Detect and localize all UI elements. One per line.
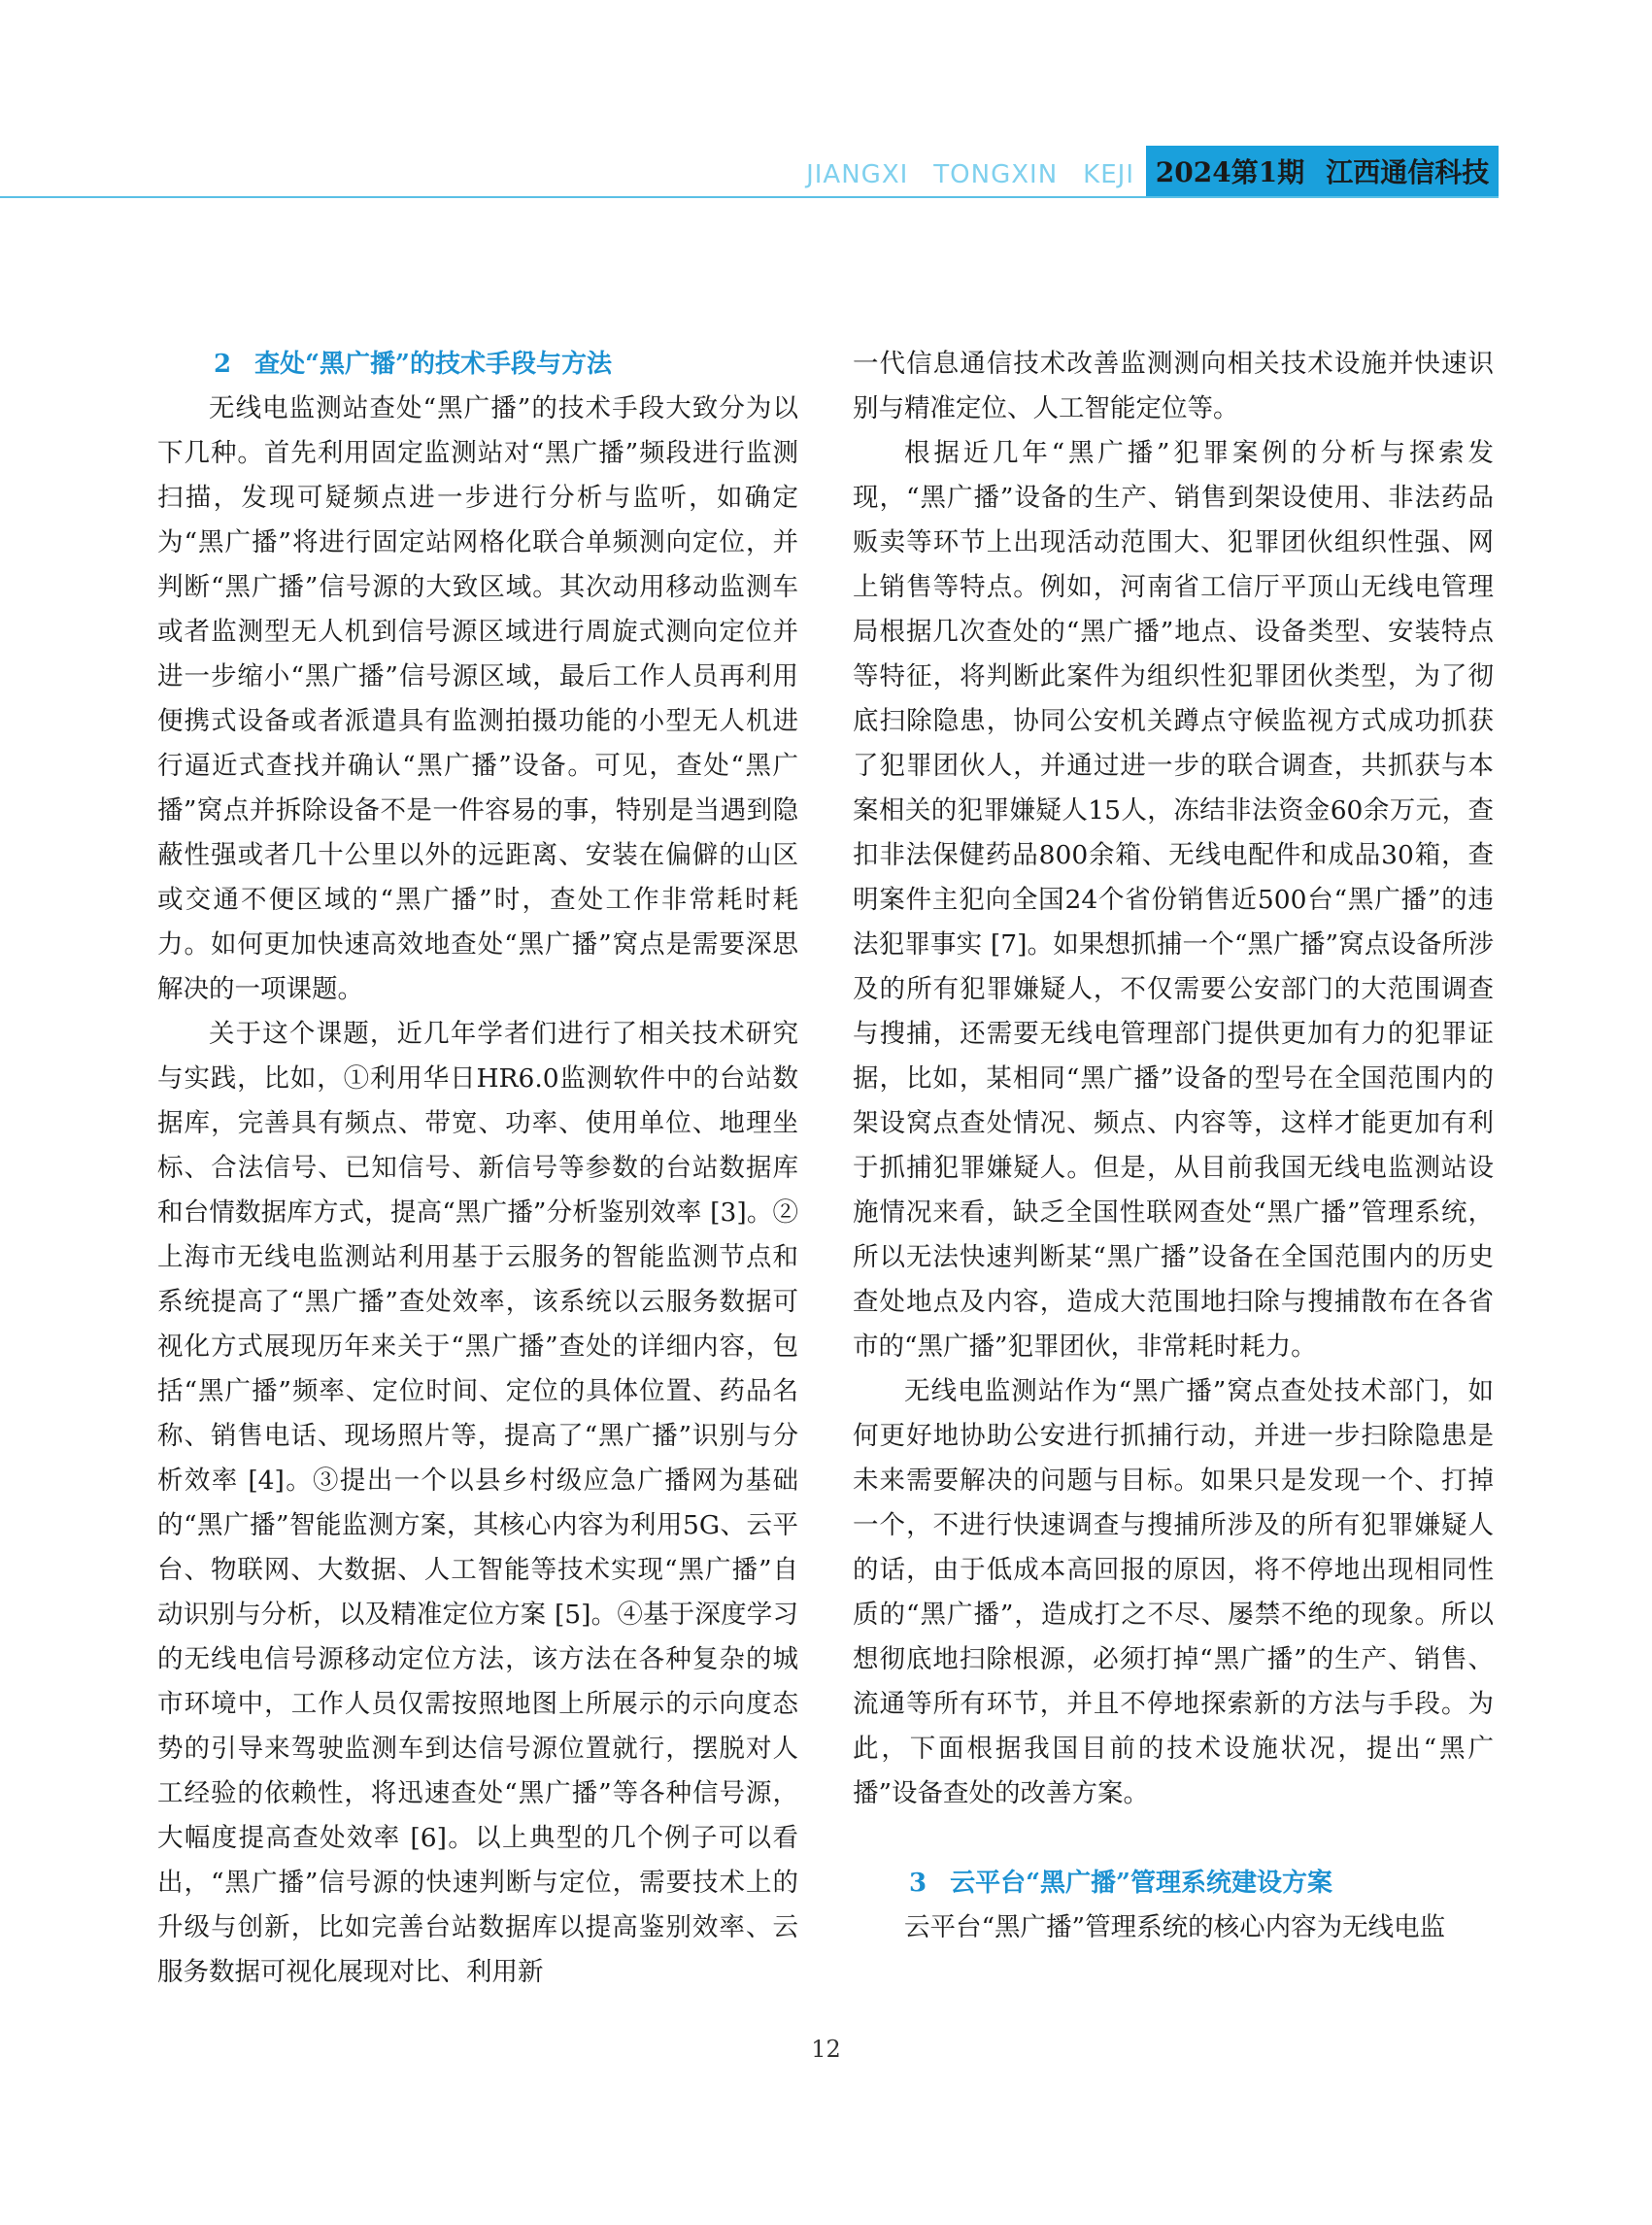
journal-header-box — [1146, 146, 1499, 196]
header-rule — [0, 196, 1499, 198]
section-title: 查处“黑广播”的技术手段与方法 — [254, 350, 613, 379]
section-number: 3 — [909, 1869, 927, 1898]
right-column — [853, 342, 1494, 1950]
paragraph-continued: 一代信息通信技术改善监测测向相关技术设施并快速识别与精准定位、人工智能定位等。 — [853, 349, 1494, 423]
journal-latin-name — [806, 155, 1134, 194]
paragraph: 关于这个课题，近几年学者们进行了相关技术研究与实践，比如，①利用华日HR6.0监测软件中的台站数据库，完善具有频点、带宽、功率、使用单位、地理坐标、合法信号、已知信号、新信号等参数的台站数据库和台情数据库方式，提高“黑广播”分析鉴别效率 [3]。②上海市无线电监测站利用基于云服务的智能监测节点和系统提高了“黑广播”查处效率，该系统以云服务数据可视化方式展现历年来关于“黑广播”查处的详细内容，包括“黑广播”频率、定位时间、定位的具体位置、药品名称、销售电话、现场照片等，提高了“黑广播”识别与分析效率 [4]。③提出一个以县乡村级应急广播网为基础的“黑广播”智能监测方案，其核心内容为利用5G、云平台、物联网、大数据、人工智能等技术实现“黑广播”自动识别与分析，以及精准定位方案 [5]。④基于深度学习的无线电信号源移动定位方法，该方法在各种复杂的城市环境中，工作人员仅需按照地图上所展示的示向度态势的引导来驾驶监测车到达信号源位置就行，摆脱对人工经验的依赖性，将迅速查处“黑广播”等各种信号源，大幅度提高查处效率 [6]。以上典型的几个例子可以看出，“黑广播”信号源的快速判断与定位，需要技术上的升级与创新，比如完善台站数据库以提高鉴别效率、云服务数据可视化展现对比、利用新 — [157, 1019, 798, 1987]
section-number: 2 — [214, 350, 232, 379]
section-heading-3 — [853, 1861, 1494, 1905]
journal-title: 江西通信科技 — [1326, 156, 1490, 188]
paragraph: 无线电监测站作为“黑广播”窝点查处技术部门，如何更好地协助公安进行抓捕行动，并进一步扫除隐患是未来需要解决的问题与目标。如果只是发现一个、打掉一个，不进行快速调查与搜捕所涉及的所有犯罪嫌疑人的话，由于低成本高回报的原因，将不停地出现相同性质的“黑广播”，造成打之不尽、屡禁不绝的现象。所以想彻底地扫除根源，必须打掉“黑广播”的生产、销售、流通等所有环节，并且不停地探索新的方法与手段。为此，下面根据我国目前的技术设施状况，提出“黑广播”设备查处的改善方案。 — [853, 1376, 1494, 1808]
issue-label: 2024第1期 — [1155, 156, 1305, 188]
page-number: 12 — [811, 2036, 841, 2063]
header-latin-word: KEJI — [1083, 160, 1134, 189]
section-title: 云平台“黑广播”管理系统建设方案 — [950, 1869, 1333, 1898]
paragraph: 无线电监测站查处“黑广播”的技术手段大致分为以下几种。首先利用固定监测站对“黑广播”频段进行监测扫描，发现可疑频点进一步进行分析与监听，如确定为“黑广播”将进行固定站网格化联合单频测向定位，并判断“黑广播”信号源的大致区域。其次动用移动监测车或者监测型无人机到信号源区域进行周旋式测向定位并进一步缩小“黑广播”信号源区域，最后工作人员再利用便携式设备或者派遣具有监测拍摄功能的小型无人机进行逼近式查找并确认“黑广播”设备。可见，查处“黑广播”窝点并拆除设备不是一件容易的事，特别是当遇到隐蔽性强或者几十公里以外的远距离、安装在偏僻的山区或交通不便区域的“黑广播”时，查处工作非常耗时耗力。如何更加快速高效地查处“黑广播”窝点是需要深思解决的一项课题。 — [157, 393, 798, 1004]
paragraph: 根据近几年“黑广播”犯罪案例的分析与探索发现，“黑广播”设备的生产、销售到架设使用、非法药品贩卖等环节上出现活动范围大、犯罪团伙组织性强、网上销售等特点。例如，河南省工信厅平顶山无线电管理局根据几次查处的“黑广播”地点、设备类型、安装特点等特征，将判断此案件为组织性犯罪团伙类型，为了彻底扫除隐患，协同公安机关蹲点守候监视方式成功抓获了犯罪团伙人，并通过进一步的联合调查，共抓获与本案相关的犯罪嫌疑人15人，冻结非法资金60余万元，查扣非法保健药品800余箱、无线电配件和成品30箱，查明案件主犯向全国24个省份销售近500台“黑广播”的违法犯罪事实 [7]。如果想抓捕一个“黑广播”窝点设备所涉及的所有犯罪嫌疑人，不仅需要公安部门的大范围调查与搜捕，还需要无线电管理部门提供更加有力的犯罪证据，比如，某相同“黑广播”设备的型号在全国范围内的架设窝点查处情况、频点、内容等，这样才能更加有利于抓捕犯罪嫌疑人。但是，从目前我国无线电监测站设施情况来看，缺乏全国性联网查处“黑广播”管理系统，所以无法快速判断某“黑广播”设备在全国范围内的历史查处地点及内容，造成大范围地扫除与搜捕散布在各省市的“黑广播”犯罪团伙，非常耗时耗力。 — [853, 438, 1494, 1362]
section-gap — [853, 1816, 1494, 1861]
left-column — [157, 342, 798, 1995]
header-latin-word: TONGXIN — [933, 160, 1059, 189]
header-latin-word: JIANGXI — [806, 160, 909, 189]
section-heading-2 — [157, 342, 798, 387]
paragraph: 云平台“黑广播”管理系统的核心内容为无线电监 — [904, 1912, 1446, 1942]
